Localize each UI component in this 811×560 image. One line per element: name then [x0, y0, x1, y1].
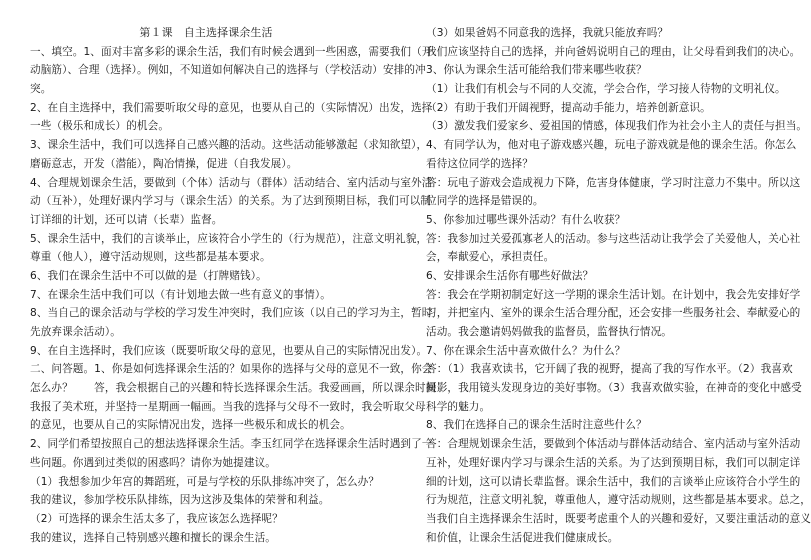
text-line: 科学的魅力。 [426, 400, 491, 413]
text-line: 尊重（他人），遵守活动规则，这些都是基本要求。 [30, 251, 271, 264]
text-line: 当我们自主选择课余生活时，既要考虑重个人的兴趣和爱好，又要注重活动的意义 [426, 512, 811, 525]
text-line: 我报了美术班，并坚持一星期画一幅画。当我的选择与父母不一致时，我会听取父母 [30, 400, 426, 413]
text-line: 订详细的计划，还可以请（长辈）监督。 [30, 213, 223, 226]
text-line: 细的计划，这可以请长辈监督。课余生活中，我们的言谈举止应该符合小学生的 [426, 475, 801, 488]
text-line: 2、同学们希望按照自己的想法选择课余生活。李玉红同学在选择课余生活时遇到了一 [30, 438, 433, 451]
text-line: （3）如果爸妈不同意我的选择，我就只能放弃吗？ [426, 27, 669, 39]
text-line: 8、我们在选择自己的课余生活时注意些什么？ [426, 419, 647, 432]
text-line: 答：我会在学期初制定好这一学期的课余生活计划。在计划中，我会先安排好学 [426, 288, 801, 301]
text-line: 3、你认为课余生活可能给我们带来哪些收获？ [426, 64, 647, 77]
text-line: 动脑筋）、合理（选择）。例如，不知道如何解决自己的选择与（学校活动）安排的冲 [30, 64, 426, 77]
text-line: （2）有助于我们开阔视野，提高动手能力，培养创新意识。 [426, 101, 711, 114]
text-line: 4、合理规划课余生活，要做到（个体）活动与（群体）活动结合、室内活动与室外活 [30, 176, 433, 189]
text-line: （3）激发我们爱家乡、爱祖国的情感，体现我们作为社会小主人的责任与担当。 [426, 120, 808, 133]
text-line: 动（互补），处理好课内学习与（课余生活）的关系。为了达到预期目标，我们可以制 [30, 195, 432, 208]
right-column [426, 24, 811, 547]
text-line: 4、有同学认为，他对电子游戏感兴趣，玩电子游戏就是他的课余生活。你怎么 [426, 139, 797, 152]
text-line: （1）让我们有机会与不同的人交流，学会合作，学习接人待物的文明礼仪。 [426, 83, 786, 96]
text-line: 看待这位同学的选择？ [426, 157, 533, 170]
text-line: 3、课余生活中，我们可以选择自己感兴趣的活动。这些活动能够激起（求知欲望）， [30, 139, 428, 152]
text-line: 先放弃课余活动）。 [30, 326, 121, 338]
text-line: 答：玩电子游戏会造成视力下降，危害身体健康，学习时注意力不集中。所以这 [426, 176, 801, 189]
text-line: 二、问答题。1、你是如何选择课余生活的？如果你的选择与父母的意见不一致，你会 [30, 363, 433, 376]
text-line: 习，并把室内、室外的课余生活合理分配，还会安排一些服务社会、奉献爱心的 [426, 307, 801, 320]
text-line: 摄影，我用镜头发现身边的美好事物。（3）我喜欢做实验，在神奇的变化中感受 [426, 382, 802, 395]
text-line: 我们应该坚持自己的选择，并向爸妈说明自己的理由，让父母看到我们的决心。 [426, 45, 801, 58]
text-line: 我的建议，参加学校乐队排练，因为这涉及集体的荣誉和利益。 [30, 494, 330, 507]
text-line: 8、当自己的课余活动与学校的学习发生冲突时，我们应该（以自己的学习为主，暂时 [30, 307, 433, 320]
text-line: 和价值，让课余生活促进我们健康成长。 [426, 531, 619, 544]
text-line: 突。 [30, 83, 52, 96]
text-line: 6、我们在课余生活中不可以做的是（打牌赌钱）。 [30, 269, 267, 282]
text-line: 答：合理规划课余生活，要做到个体活动与群体活动结合、室内活动与室外活动 [426, 438, 801, 451]
text-line: 活动。我会邀请妈妈做我的监督员，监督执行情况。 [426, 326, 672, 338]
left-column [30, 24, 437, 547]
text-line: （1）我想参加少年宫的舞蹈班，可是与学校的乐队排练冲突了，怎么办？ [30, 475, 380, 488]
text-line: 一、填空。1、面对丰富多彩的课余生活，我们有时候会遇到一些困惑，需要我们（开 [30, 45, 433, 58]
text-line: 答：（1）我喜欢读书，它开阔了我的视野，提高了我的写作水平。（2）我喜欢 [426, 363, 793, 376]
text-line: 怎么办？ 答，我会根据自己的兴趣和特长选择课余生活。我爱画画，所以课余时间 [30, 382, 437, 395]
text-line: （2）可选择的课余生活太多了，我应该怎么选择呢？ [30, 512, 283, 525]
text-line: 磨砺意志，开发（潜能），陶冶情操，促进（自我发展）。 [30, 157, 298, 170]
text-line: 一些（极乐和成长）的机会。 [30, 120, 170, 133]
text-line: 些问题。你遇到过类似的困惑吗？请你为她提建议。 [30, 456, 276, 469]
text-line: 互补，处理好课内学习与课余生活的关系。为了达到预期目标，我们可以制定详 [426, 456, 801, 469]
text-line: 5、课余生活中，我们的言谈举止，应该符合小学生的（行为规范），注意文明礼貌， [30, 232, 428, 245]
text-line: 会，奉献爱心，承担责任。 [426, 251, 555, 264]
text-line: 的意见，也要从自己的实际情况出发，选择一些极乐和成长的机会。 [30, 419, 351, 432]
lesson-title: 第１课 自主选择课余生活 [139, 26, 273, 39]
text-line: 7、在课余生活中我们可以（有计划地去做一些有意义的事情）。 [30, 288, 331, 301]
text-line: 2、在自主选择中，我们需要听取父母的意见，也要从自己的（实际情况）出发，选择 [30, 101, 433, 114]
text-line: 5、你参加过哪些课外活动？有什么收获？ [426, 213, 626, 226]
text-line: 我的建议，选择自己特别感兴趣和擅长的课余生活。 [30, 531, 276, 544]
text-line: 9、在自主选择时，我们应该（既要听取父母的意见，也要从自己的实际情况出发）。 [30, 344, 428, 357]
text-line: 位同学的选择是错误的。 [426, 195, 544, 208]
text-line: 7、你在课余生活中喜欢做什么？为什么？ [426, 344, 626, 357]
text-line: 6、安排课余生活你有哪些好做法？ [426, 269, 594, 282]
text-line: 答：我参加过关爱孤寡老人的活动。参与这些活动让我学会了关爱他人，关心社 [426, 232, 801, 245]
text-line: 行为规范，注意文明礼貌，尊重他人，遵守活动规则，这些都是基本要求。总之， [426, 494, 811, 507]
